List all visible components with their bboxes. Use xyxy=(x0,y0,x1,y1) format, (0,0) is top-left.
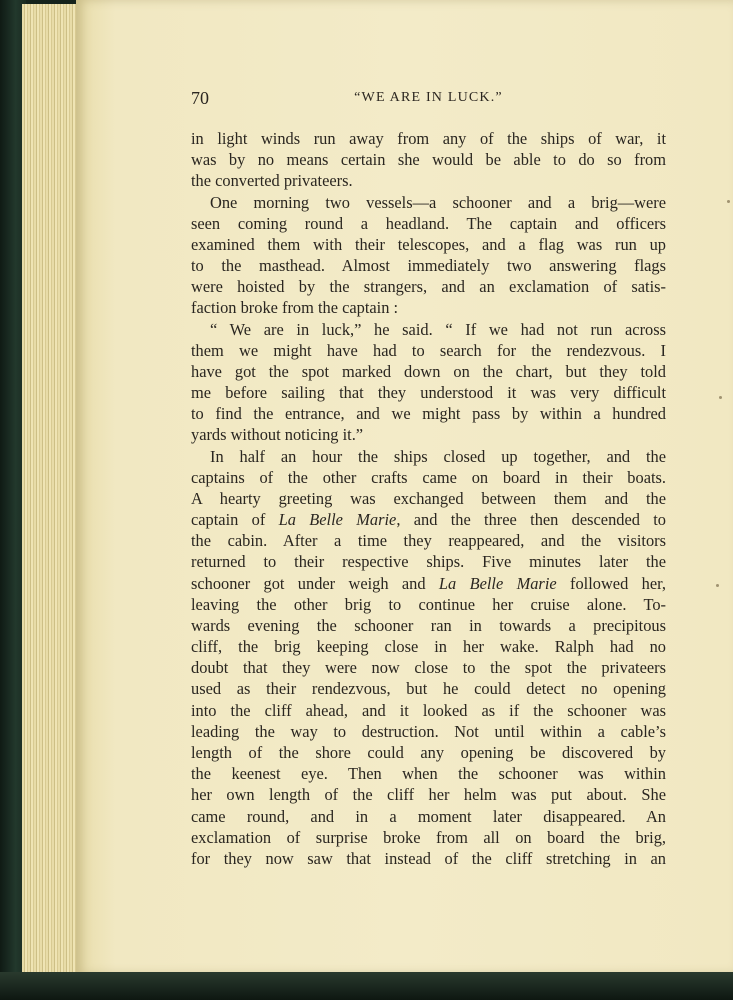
text-line xyxy=(191,827,666,848)
text-segment: have got the spot marked down on the chart, but they told xyxy=(191,361,666,381)
text-segment: followed her, xyxy=(556,573,666,593)
text-line xyxy=(191,128,666,149)
text-line xyxy=(191,678,666,699)
text-segment: into the cliff ahead, and it looked as if the schooner was xyxy=(191,700,666,720)
ship-name: La Belle Marie xyxy=(438,573,557,593)
paper-speck xyxy=(716,584,719,587)
text-line xyxy=(191,467,666,488)
text-segment: came round, and in a moment later disappeared. An xyxy=(191,806,666,826)
text-line xyxy=(191,763,666,784)
text-line xyxy=(191,424,666,445)
text-line xyxy=(191,382,666,403)
text-segment: wards evening the schooner ran in towards a precipitous xyxy=(191,615,666,635)
text-segment: for they now saw that instead of the cliff stretching in an xyxy=(191,848,666,868)
text-line xyxy=(191,297,666,318)
text-line xyxy=(191,615,666,636)
text-line xyxy=(191,784,666,805)
text-line xyxy=(191,530,666,551)
text-segment: cliff, the brig keeping close in her wake. Ralph had no xyxy=(191,637,666,657)
text-segment: in light winds run away from any of the ships of war, it xyxy=(191,129,666,148)
text-line xyxy=(191,573,666,594)
text-line xyxy=(191,446,666,467)
text-line xyxy=(191,319,666,340)
text-segment: faction broke from the captain : xyxy=(191,298,399,318)
text-segment: In half an hour the ships closed up together, and the xyxy=(210,446,666,466)
text-segment: examined them with their telescopes, and a flag was run up xyxy=(191,234,666,254)
text-segment: schooner got under weigh and xyxy=(191,573,439,593)
text-segment: leading the way to destruction. Not until within a cable’s xyxy=(191,721,666,741)
page-number: 70 xyxy=(191,88,209,108)
ship-name: La Belle Marie xyxy=(278,510,397,530)
paper-speck xyxy=(727,200,730,203)
text-segment: returned to their respective ships. Five minutes later the xyxy=(191,552,666,572)
running-head xyxy=(191,88,666,112)
text-segment: captains of the other crafts came on board in their boats. xyxy=(191,467,666,487)
text-segment: “ We are in luck,” he said. “ If we had not run across xyxy=(210,319,666,339)
text-segment: the keenest eye. Then when the schooner was within xyxy=(191,764,666,784)
text-line xyxy=(191,192,666,213)
text-segment: to the masthead. Almost immediately two answering flags xyxy=(191,256,666,276)
chapter-running-title: “WE ARE IN LUCK.” xyxy=(354,90,503,105)
text-line xyxy=(191,848,666,869)
text-segment: her own length of the cliff her helm was put about. She xyxy=(191,785,666,805)
text-line xyxy=(191,255,666,276)
text-line xyxy=(191,806,666,827)
text-segment: exclamation of surprise broke from all on board the brig, xyxy=(191,827,666,847)
text-line xyxy=(191,636,666,657)
text-line xyxy=(191,170,666,191)
text-segment: was by no means certain she would be able to do so from xyxy=(191,150,666,170)
text-segment: leaving the other brig to continue her cruise alone. To- xyxy=(191,594,666,614)
text-line xyxy=(191,509,666,530)
text-line xyxy=(191,340,666,361)
text-segment: One morning two vessels—a schooner and a brig—were xyxy=(210,192,666,212)
text-segment: yards without noticing it.” xyxy=(191,425,364,445)
text-line xyxy=(191,234,666,255)
text-segment: A hearty greeting was exchanged between them and the xyxy=(191,488,666,508)
text-segment: them we might have had to search for the rendezvous. I xyxy=(191,340,666,360)
text-segment: me before sailing that they understood it was very difficult xyxy=(191,383,666,403)
text-line xyxy=(191,149,666,170)
text-line xyxy=(191,700,666,721)
text-line xyxy=(191,721,666,742)
text-line xyxy=(191,276,666,297)
text-segment: , and the three then descended to xyxy=(396,510,667,530)
text-line xyxy=(191,403,666,424)
text-segment: the converted privateers. xyxy=(191,171,353,191)
text-segment: used as their rendezvous, but he could detect no opening xyxy=(191,679,666,699)
text-line xyxy=(191,742,666,763)
text-segment: to find the entrance, and we might pass by within a hundred xyxy=(191,404,666,424)
text-line xyxy=(191,594,666,615)
text-line xyxy=(191,657,666,678)
text-line xyxy=(191,551,666,572)
text-segment: length of the shore could any opening be discovered by xyxy=(191,742,666,762)
text-line xyxy=(191,361,666,382)
text-segment: were hoisted by the strangers, and an exclamation of satis- xyxy=(191,277,666,297)
paper-speck xyxy=(719,396,722,399)
text-segment: captain of xyxy=(191,510,279,530)
text-segment: the cabin. After a time they reappeared, and the visitors xyxy=(191,531,666,551)
text-segment: doubt that they were now close to the spot the privateers xyxy=(191,658,666,678)
text-segment: seen coming round a headland. The captain and officers xyxy=(191,213,666,233)
book-cover-edge xyxy=(0,972,733,1000)
text-line xyxy=(191,213,666,234)
text-line xyxy=(191,488,666,509)
body-text xyxy=(191,128,666,869)
